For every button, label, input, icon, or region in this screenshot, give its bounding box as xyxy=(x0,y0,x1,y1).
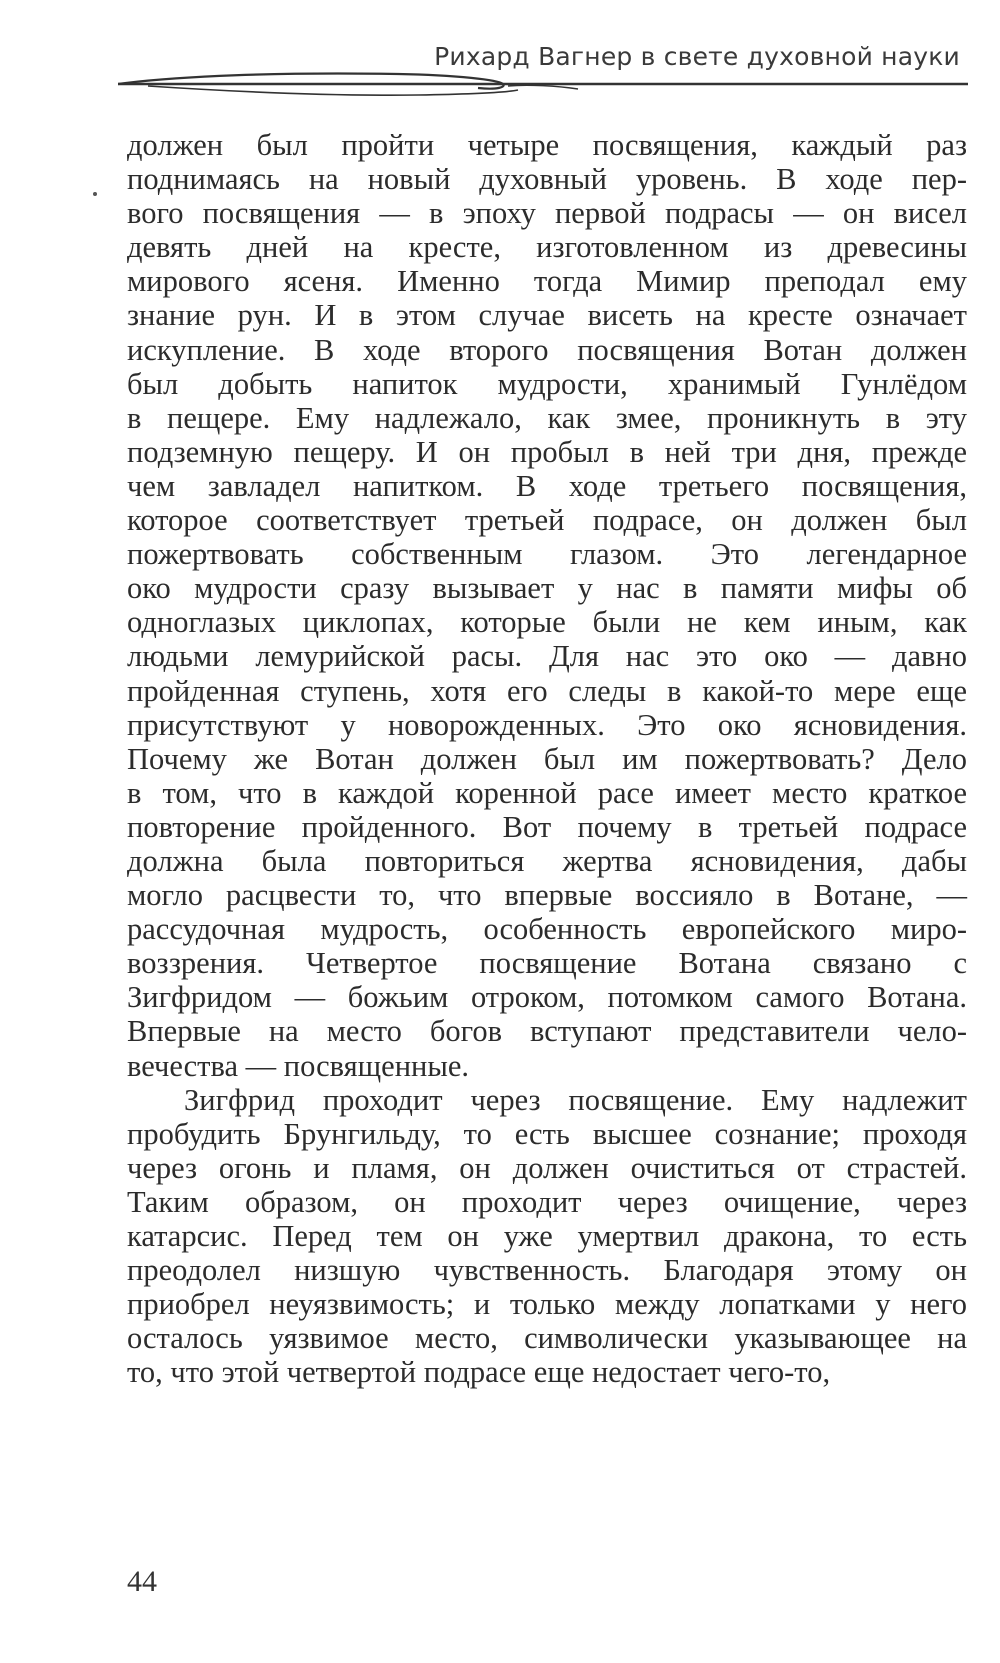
text-line: преодолел низшую чувственность. Благодаря этому он xyxy=(127,1253,967,1288)
text-line: знание рун. И в этом случае висеть на кресте означает xyxy=(127,298,967,333)
text-line: пройденная ступень, хотя его следы в какой-то мере еще xyxy=(127,673,967,708)
text-line: должна была повториться жертва ясновидения, дабы xyxy=(127,843,967,878)
text-line: пробудить Брунгильду, то есть высшее сознание; проходя xyxy=(127,1116,967,1151)
text-line: осталось уязвимое место, символически указывающее на xyxy=(127,1321,967,1356)
text-line: через огонь и пламя, он должен очиститься от страстей. xyxy=(127,1150,967,1185)
text-line: повторение пройденного. Вот почему в третьей подрасе xyxy=(127,809,967,844)
text-line: катарсис. Перед тем он уже умертвил дракона, то есть xyxy=(127,1219,967,1253)
text-line: мирового ясеня. Именно тогда Мимир преподал ему xyxy=(127,264,967,299)
body-text xyxy=(127,128,967,1389)
text-line: рассудочная мудрость, особенность европейского миро- xyxy=(127,912,967,947)
text-line: вого посвящения — в эпоху первой подрасы — он висел xyxy=(127,196,967,231)
text-line: был добыть напиток мудрости, хранимый Гунлёдом xyxy=(127,366,967,401)
text-line: Таким образом, он проходит через очищение, через xyxy=(127,1184,967,1219)
header-ornament-rule xyxy=(118,70,968,110)
text-line: око мудрости сразу вызывает у нас в памяти мифы об xyxy=(127,571,967,606)
text-line: то, что этой четвертой подрасе еще недостает чего-то, xyxy=(127,1355,831,1390)
text-line: людьми лемурийской расы. Для нас это око — давно xyxy=(127,639,967,674)
text-line: Зигфрид проходит через посвящение. Ему надлежит xyxy=(184,1082,967,1117)
paragraph xyxy=(127,1083,967,1390)
text-line: Впервые на место богов вступают представители чело- xyxy=(127,1014,967,1049)
text-line: приобрел неуязвимость; и только между лопатками у него xyxy=(127,1287,967,1322)
running-head: Рихард Вагнер в свете духовной науки xyxy=(434,42,960,71)
text-line: в пещере. Ему надлежало, как змее, проникнуть в эту xyxy=(127,400,967,435)
text-line: воззрения. Четвертое посвящение Вотана связано с xyxy=(127,946,967,981)
page-number: 44 xyxy=(127,1565,157,1598)
text-line: в том, что в каждой коренной расе имеет место краткое xyxy=(127,775,967,810)
text-line: искупление. В ходе второго посвящения Вотан должен xyxy=(127,332,967,367)
text-line: Зигфридом — божьим отроком, потомком самого Вотана. xyxy=(127,980,967,1015)
text-line: одноглазых циклопах, которые были не кем иным, как xyxy=(127,605,967,640)
text-line: поднимаясь на новый духовный уровень. В ходе пер- xyxy=(127,162,967,197)
text-line: должен был пройти четыре посвящения, каждый раз xyxy=(127,128,967,162)
text-line: девять дней на кресте, изготовленном из древесины xyxy=(127,230,967,265)
margin-mark xyxy=(93,192,97,196)
text-line: чем завладел напитком. В ходе третьего посвящения, xyxy=(127,468,967,503)
paragraph xyxy=(127,128,967,1083)
text-line: присутствуют у новорожденных. Это око ясновидения. xyxy=(127,707,967,742)
text-line: вечества — посвященные. xyxy=(127,1048,470,1083)
text-line: подземную пещеру. И он пробыл в ней три дня, прежде xyxy=(127,434,967,469)
text-line: Почему же Вотан должен был им пожертвовать? Дело xyxy=(127,741,967,776)
text-line: которое соответствует третьей подрасе, он должен был xyxy=(127,503,967,538)
text-line: пожертвовать собственным глазом. Это легендарное xyxy=(127,537,967,572)
text-line: могло расцвести то, что впервые воссияло в Вотане, — xyxy=(127,878,967,913)
